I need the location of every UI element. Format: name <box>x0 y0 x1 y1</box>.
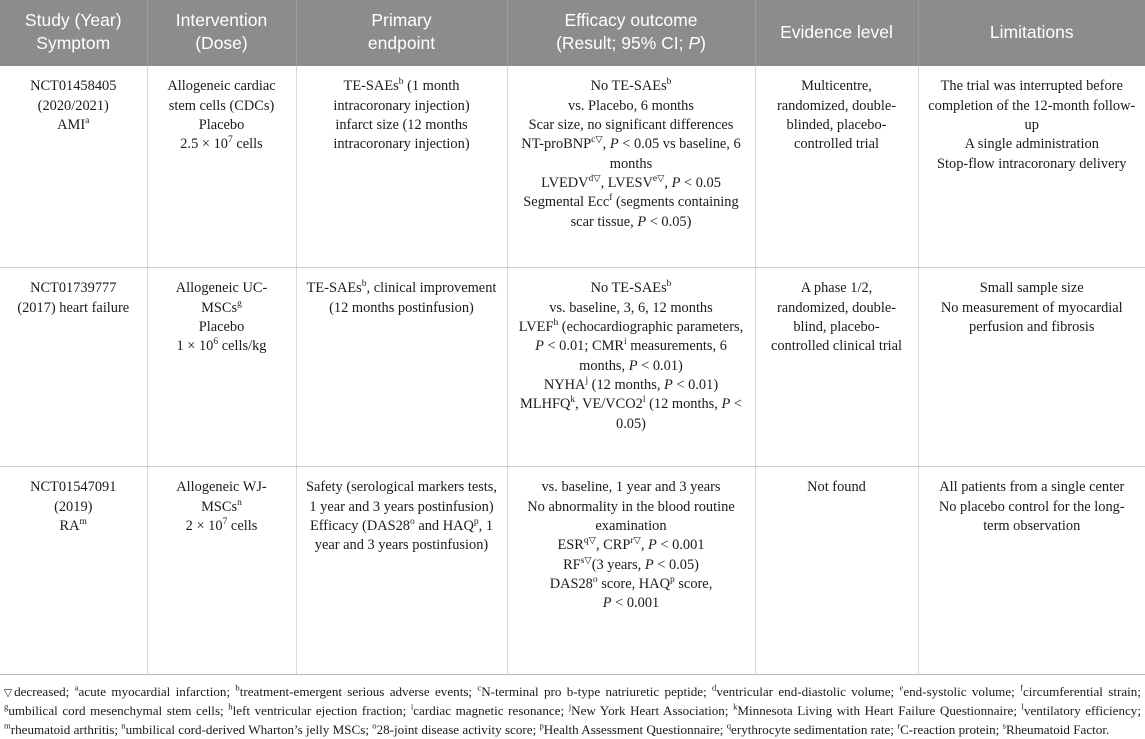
column-header-efficacy-p-symbol: P <box>688 33 701 54</box>
cell-intervention: Allogeneic cardiac stem cells (CDCs) Placebo $2.5 \times 10^7$ cells <box>147 66 296 268</box>
table-row <box>0 467 1145 675</box>
cell-intervention: Allogeneic UC-MSCs$^g$ Placebo $1 \times 10^6$ cells/kg <box>147 268 296 467</box>
cell-efficacy: No TE-SAEs$^b$ vs. Placebo, 6 months Scar size, no significant differences NT-proBNP$^{c▽}$, P < 0.05 vs baseline, 6 months $LVEDV^{d▽}$, $LVESV^{e▽}$, P < 0.05 Segmental Ecc$^f$ (segments containing scar tissue, P < 0.05) <box>507 66 755 268</box>
column-header-efficacy-line2a: (Result; 95% CI; <box>556 33 689 54</box>
column-header-evidence-line1: Evidence level <box>780 21 893 42</box>
cell-intervention: Allogeneic WJ-MSCs$^n$ $2 \times 10^7$ cells <box>147 467 296 675</box>
column-header-efficacy <box>507 0 755 66</box>
table-row <box>0 268 1145 467</box>
cell-limitations: The trial was interrupted before completion of the 12-month follow-up A single administration Stop-flow intracoronary delivery <box>918 66 1145 268</box>
cell-evidence: A phase 1/2, randomized, double-blind, placebo-controlled clinical trial <box>755 268 918 467</box>
cell-evidence: Not found <box>755 467 918 675</box>
cell-evidence: Multicentre, randomized, double-blinded, placebo-controlled trial <box>755 66 918 268</box>
column-header-endpoint-line1: Primary <box>371 10 432 30</box>
column-header-limitations-line1: Limitations <box>989 21 1074 42</box>
column-header-study-line2: Symptom <box>36 33 111 54</box>
column-header-intervention <box>147 0 296 66</box>
column-header-study-line1: Study (Year) <box>24 10 122 30</box>
table-footnotes <box>0 675 1145 739</box>
table-row <box>0 66 1145 268</box>
table-header <box>0 0 1145 66</box>
cell-study: NCT01547091 (2019) $RA^m$ <box>0 467 147 675</box>
cell-efficacy: vs. baseline, 1 year and 3 years No abnormality in the blood routine examination $ESR^{q▽}$, $CRP^{r▽}$, P < 0.001 $RF^{s▽}(3$ years, P < 0.05) DAS28$^o$ score, HAQ$^p$ score, P < 0.001 <box>507 467 755 675</box>
column-header-intervention-line2: (Dose) <box>195 33 248 54</box>
column-header-endpoint-line2: endpoint <box>367 33 436 54</box>
cell-endpoint: Safety (serological markers tests, 1 year and 3 years postinfusion) Efficacy (DAS28$^o$ and HAQ$^p$, 1 year and 3 years postinfusion) <box>296 467 507 675</box>
column-header-endpoint <box>296 0 507 66</box>
cell-limitations: All patients from a single center No placebo control for the long-term observation <box>918 467 1145 675</box>
column-header-efficacy-line1: Efficacy outcome <box>564 10 698 30</box>
cell-study: NCT01739777 (2017) heart failure <box>0 268 147 467</box>
table-body <box>0 66 1145 675</box>
cell-study: NCT01458405 (2020/2021) AMI$^a$ <box>0 66 147 268</box>
footnote-text: ▽decreased; $^a$acute myocardial infarction; $^b$treatment-emergent serious adverse events; $^c$N-terminal pro b-type natriuretic peptide; $^d$ventricular end-diastolic volume; $^e$end-systolic volume; $^f$circumferential strain; $^g$umbilical cord mesenchymal stem cells; $^h$left ventricular ejection fraction; $^i$cardiac magnetic resonance; $^j$New York Heart Association; $^k$Minnesota Living with Heart Failure Questionnaire; $^l$ventilatory efficiency; $^m$rheumatoid arthritis; $^n$umbilical cord-derived Wharton’s jelly MSCs; $^o$28-joint disease activity score; $^p$Health Assessment Questionnaire; $^q$erythrocyte sedimentation rate; $^r$C-reaction protein; $^s$Rheumatoid Factor. <box>4 682 1141 737</box>
column-header-efficacy-line2b: ) <box>700 33 706 54</box>
column-header-evidence <box>755 0 918 66</box>
column-header-limitations <box>918 0 1145 66</box>
header-row <box>0 0 1145 66</box>
cell-efficacy: No TE-SAEs$^b$ vs. baseline, 3, 6, 12 months LVEF$^h$ (echocardiographic parameters, P < 0.01; CMR$^i$ measurements, 6 months, P < 0.01) NYHA$^j$ (12 months, P < 0.01) MLHFQ$^k$, VE/VCO2$^l$ (12 months, P < 0.05) <box>507 268 755 467</box>
cell-endpoint: TE-SAEs$^b$, clinical improvement (12 months postinfusion) <box>296 268 507 467</box>
column-header-intervention-line1: Intervention <box>175 10 268 30</box>
cell-endpoint: TE-SAEs$^b$ (1 month intracoronary injection) infarct size (12 months intracoronary injection) <box>296 66 507 268</box>
column-header-study <box>0 0 147 66</box>
cell-limitations: Small sample size No measurement of myocardial perfusion and fibrosis <box>918 268 1145 467</box>
